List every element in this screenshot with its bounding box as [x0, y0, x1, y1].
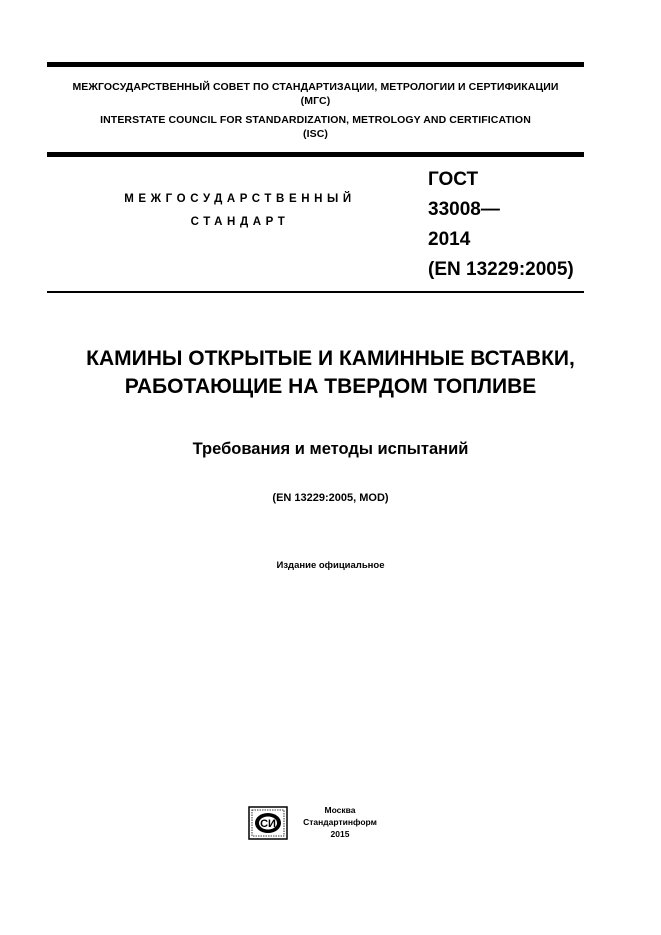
publisher-year: 2015	[330, 829, 350, 839]
publisher-city: Москва	[324, 805, 356, 815]
document-subtitle: Требования и методы испытаний	[192, 440, 469, 458]
standard-type	[105, 188, 375, 234]
gost-label: ГОСТ	[428, 169, 479, 190]
standard-type-line1: МЕЖГОСУДАРСТВЕННЫЙ	[124, 193, 356, 205]
council-header	[47, 80, 584, 141]
publisher-block	[300, 804, 380, 840]
en-reference: (EN 13229:2005, MOD)	[272, 492, 389, 504]
bottom-rule	[47, 291, 584, 293]
standartinform-logo-icon	[248, 806, 288, 840]
document-title	[47, 345, 614, 401]
council-name-ru: МЕЖГОСУДАРСТВЕННЫЙ СОВЕТ ПО СТАНДАРТИЗАЦИИ, МЕТРОЛОГИИ И СЕРТИФИКАЦИИ	[72, 81, 559, 93]
middle-rule	[47, 152, 584, 157]
gost-equivalent: (EN 13229:2005)	[428, 259, 574, 280]
gost-number: 33008—	[428, 199, 500, 220]
document-title-line2: РАБОТАЮЩИЕ НА ТВЕРДОМ ТОПЛИВЕ	[124, 375, 537, 398]
council-name-en: INTERSTATE COUNCIL FOR STANDARDIZATION, METROLOGY AND CERTIFICATION	[100, 114, 531, 126]
publisher-name: Стандартинформ	[303, 817, 377, 827]
council-abbr-ru: (МГС)	[300, 95, 331, 107]
edition-note: Издание официальное	[276, 560, 385, 571]
logo-letters: СИ	[260, 818, 276, 830]
council-abbr-en: (ISC)	[303, 128, 328, 140]
gost-year: 2014	[428, 229, 471, 250]
standard-type-line2: СТАНДАРТ	[190, 216, 290, 228]
document-title-line1: КАМИНЫ ОТКРЫТЫЕ И КАМИННЫЕ ВСТАВКИ,	[86, 347, 575, 370]
gost-designation	[428, 168, 574, 282]
top-rule	[47, 62, 584, 67]
